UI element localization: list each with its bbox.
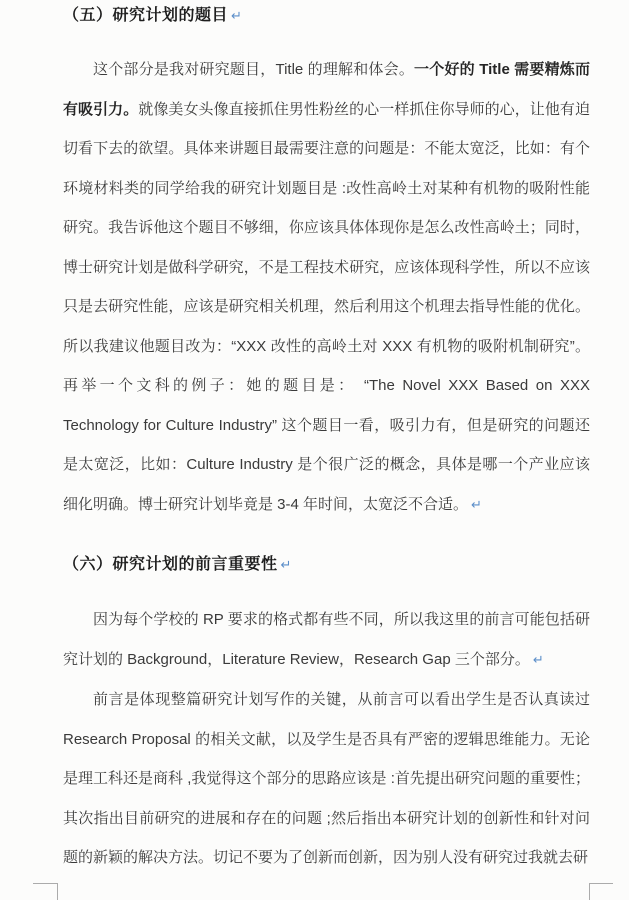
text-run: 因为每个学校的 RP 要求的格式都有些不同，所以我这里的前言可能包括研究计划的 Background，Literature Review，Research Gap 三个部分。 xyxy=(63,611,590,668)
section-heading-6 xyxy=(63,553,590,577)
paragraph-mark-icon: ↵ xyxy=(231,8,242,23)
text-run: 前言是体现整篇研究计划写作的关键，从前言可以看出学生是否认真读过 Research Proposal 的相关文献，以及学生是否具有严密的逻辑思维能力。无论是理工科还是商科 ,我觉得这个部分的思路应该是 :首先提出研究问题的重要性；其次指出目前研究的进展和存在的问题 ;然后指出本研究计划的创新性和针对问题的新颖的解决方法。切记不要为了创新而创新，因为别人没有研究过我就去研 xyxy=(63,691,590,866)
paragraph-mark-icon: ↵ xyxy=(532,651,544,667)
text-run: 这个部分是我对研究题目，Title 的理解和体会。 xyxy=(93,61,415,78)
text-run-bold: 一个好的 Title 需要精炼而有吸引力。 xyxy=(63,61,590,118)
paragraph-title-advice xyxy=(63,50,590,524)
section-heading-5-text: （五）研究计划的题目 xyxy=(63,7,229,24)
crop-mark-bottom-right-icon xyxy=(589,883,613,900)
paragraph-mark-icon: ↵ xyxy=(471,496,482,512)
paragraph-intro-importance xyxy=(63,680,590,878)
text-run: 就像美女头像直接抓住男性粉丝的心一样抓住你导师的心，让他有迫切看下去的欲望。具体来讲题目最需要注意的问题是：不能太宽泛，比如：有个环境材料类的同学给我的研究计划题目是 :改性高岭土对某种有机物的吸附性能研究。我告诉他这个题目不够细，你应该具体体现你是怎么改性高岭土；同时，博士研究计划是做科学研究，不是工程技术研究，应该体现科学性，所以不应该只是去研究性能，应该是研究相关机理，然后利用这个机理去指导性能的优化。所以我建议他题目改为：“XXX 改性的高岭土对 XXX 有机物的吸附机制研究”。再举一个文科的例子：她的题目是： “The Novel XXX Based on XXX Technology for Culture Industry” 这个题目一看，吸引力有，但是研究的问题还是太宽泛，比如：Culture Industry 是个很广泛的概念，具体是哪一个产业应该细化明确。博士研究计划毕竟是 3-4 年时间，太宽泛不合适。 xyxy=(63,100,590,513)
document-content xyxy=(63,0,590,878)
paragraph-mark-icon: ↵ xyxy=(280,557,292,572)
section-heading-5 xyxy=(63,0,590,28)
paragraph-intro-parts xyxy=(63,600,590,679)
crop-mark-bottom-left-icon xyxy=(33,883,58,900)
section-heading-6-text: （六）研究计划的前言重要性 xyxy=(63,556,278,573)
